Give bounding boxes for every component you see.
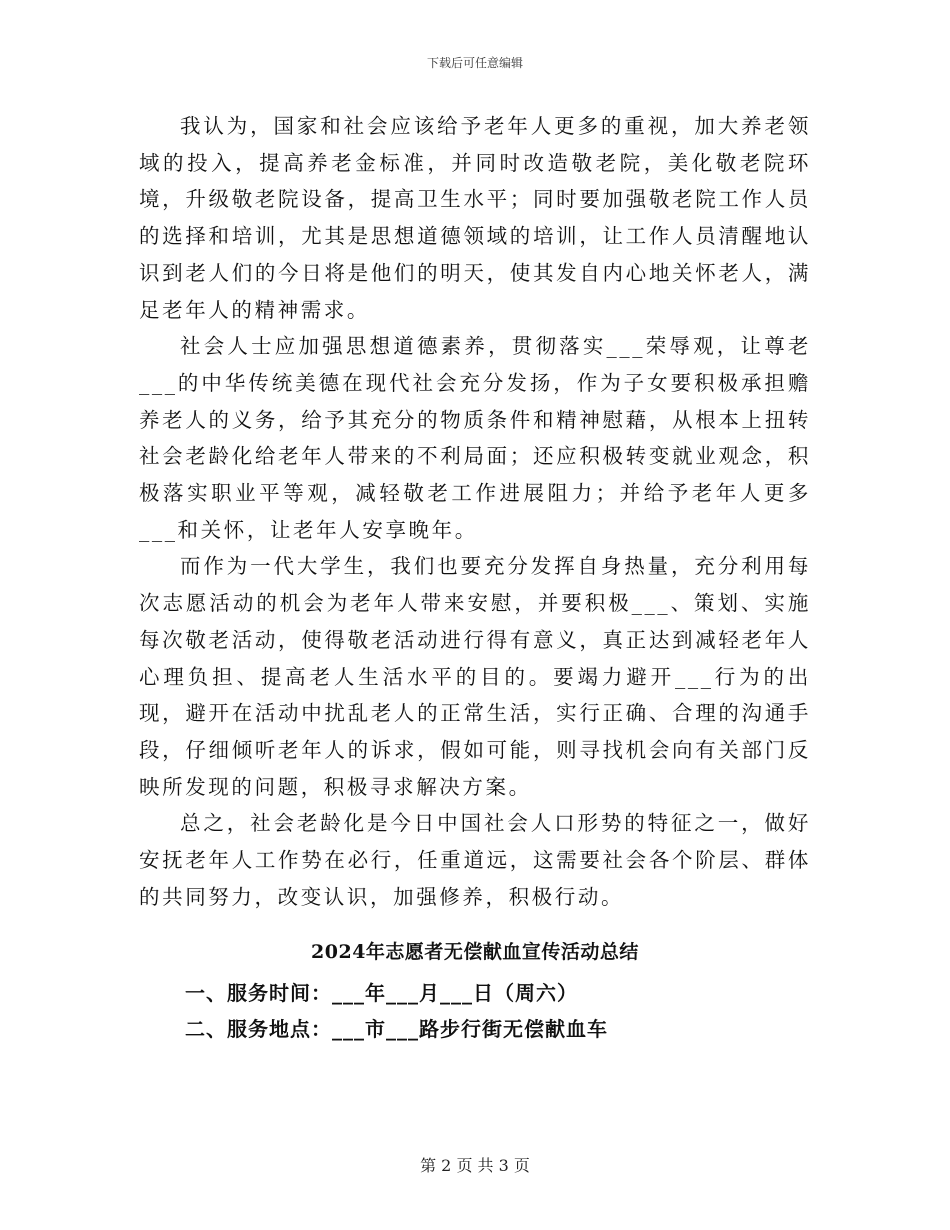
service-time-item: 一、服务时间：___年___月___日（周六） [185, 981, 578, 1006]
paragraph-4: 总之，社会老龄化是今日中国社会人口形势的特征之一，做好安抚老年人工作势在必行，任重道远，这需要社会各个阶层、群体的共同努力，改变认识，加强修养，积极行动。 [139, 811, 811, 909]
service-location-item: 二、服务地点：___市___路步行街无偿献血车 [185, 1017, 608, 1042]
paragraph-2: 社会人士应加强思想道德素养，贯彻落实___荣辱观，让尊老___的中华传统美德在现代社会充分发扬，作为子女要积极承担赡养老人的义务，给予其充分的物质条件和精神慰藉，从根本上扭转社会老龄化给老年人带来的不利局面；还应积极转变就业观念，积极落实职业平等观，减轻敬老工作进展阻力；并给予老年人更多___和关怀，让老年人安享晚年。 [139, 334, 811, 542]
document-body [139, 108, 811, 1047]
header-note: 下载后可任意编辑 [426, 56, 523, 70]
page-number: 第 2 页 共 3 页 [420, 1156, 530, 1175]
section-title: 2024年志愿者无偿献血宣传活动总结 [311, 941, 639, 964]
paragraph-1: 我认为，国家和社会应该给予老年人更多的重视，加大养老领域的投入，提高养老金标准，并同时改造敬老院，美化敬老院环境，升级敬老院设备，提高卫生水平；同时要加强敬老院工作人员的选择和培训，尤其是思想道德领域的培训，让工作人员清醒地认识到老人们的今日将是他们的明天，使其发自内心地关怀老人，满足老年人的精神需求。 [139, 114, 811, 322]
paragraph-3: 而作为一代大学生，我们也要充分发挥自身热量，充分利用每次志愿活动的机会为老年人带来安慰，并要积极___、策划、实施每次敬老活动，使得敬老活动进行得有意义，真正达到减轻老年人心理负担、提高老人生活水平的目的。要竭力避开___行为的出现，避开在活动中扰乱老人的正常生活，实行正确、合理的沟通手段，仔细倾听老年人的诉求，假如可能，则寻找机会向有关部门反映所发现的问题，积极寻求解决方案。 [139, 554, 811, 799]
